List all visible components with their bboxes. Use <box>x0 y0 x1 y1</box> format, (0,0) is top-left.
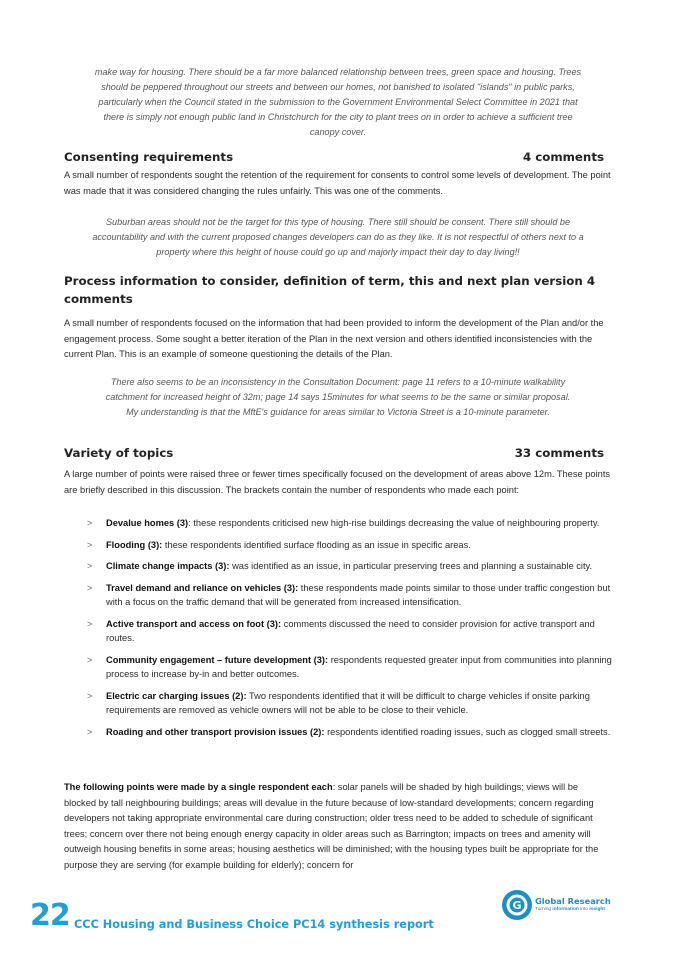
heading-variety-title: Variety of topics <box>64 446 174 460</box>
page-number: 22 <box>30 898 70 933</box>
chevron-right-icon: > <box>87 539 93 550</box>
heading-consenting-count: 4 comments <box>522 150 604 164</box>
quote-suburban: Suburban areas should not be the target for this type of housing. There still should be consent. There still should be accountability and with the current proposed changes developers can do as they like. It is not respectful of others next to a property where this height of house could go up and majorly impact their day to day living!! <box>92 217 584 257</box>
single-respondent-text: : solar panels will be shaded by high buildings; views will be blocked by tall neighbouring buildings; areas will devalue in the future because of low-standard developments; concern regarding developers not taking appropriate environmental care during construction; older tress need to be added to schedule of significant trees; concern over there not being enough energy capacity in older areas such as Barrington; impacts on trees and amenity will outweigh housing benefits in some areas; housing aesthetics will be diminished; with the housing types built be appropriate for the purpose they are serving (for example building for elderly); concern for <box>64 782 599 870</box>
heading-process <box>64 272 612 308</box>
chevron-right-icon: > <box>87 654 93 665</box>
single-respondent-label: The following points were made by a single respondent each <box>64 782 333 792</box>
topics-list <box>64 516 612 746</box>
list-item: > Active transport and access on foot (3): comments discussed the need to consider provision for active transport and routes. <box>87 618 595 643</box>
heading-consenting-title: Consenting requirements <box>64 150 234 164</box>
logo-tagline: Turning information into insight <box>535 907 605 912</box>
logo-text <box>535 896 611 912</box>
heading-variety <box>64 444 604 462</box>
report-title: CCC Housing and Business Choice PC14 synthesis report <box>74 918 434 931</box>
list-item: > Devalue homes (3): these respondents criticised new high-rise buildings decreasing the value of neighbouring property. <box>64 516 612 531</box>
quote-trees: make way for housing. There should be a far more balanced relationship between trees, green space and housing. Trees should be peppered throughout our streets and between our homes, not banished to isolated "islands" in public parks, particularly when the Council stated in the submission to the Government Environmental Select Committee in 2021 that there is simply not enough public land in Christchurch for the city to plant trees on in order to achieve a sufficient tree canopy cover. <box>94 67 582 137</box>
process-body: A small number of respondents focused on the information that had been provided to inform the development of the Plan and/or the engagement process. Some sought a better iteration of the Plan in the next version and others identified inconsistencies with the current Plan. This is an example of someone questioning the details of the Plan. <box>64 318 604 359</box>
list-item: > Climate change impacts (3): was identified as an issue, in particular preserving trees and planning a sustainable city. <box>64 559 612 574</box>
logo-name: Global Research <box>535 896 611 906</box>
list-item: > Community engagement – future development (3): respondents requested greater input from communities into planning process to increase by-in and better outcomes. <box>87 654 612 679</box>
chevron-right-icon: > <box>87 618 93 629</box>
heading-process-title: Process information to consider, definition of term, this and next plan version 4 comments <box>64 274 596 306</box>
heading-variety-count: 33 comments <box>514 446 604 460</box>
variety-body: A large number of points were raised three or fewer times specifically focused on the development of areas above 12m. These points are briefly described in this discussion. The brackets contain the number of respondents who made each point: <box>64 469 611 495</box>
logo-letter: G <box>512 899 522 912</box>
list-item: > Flooding (3): these respondents identified surface flooding as an issue in specific areas. <box>64 538 612 553</box>
single-respondent-paragraph <box>64 780 612 873</box>
list-item: > Electric car charging issues (2): Two respondents identified that it will be difficult to charge vehicles if onsite parking requirements are removed as vehicle owners will not be able to be close to their vehicle. <box>87 690 590 715</box>
chevron-right-icon: > <box>87 582 93 593</box>
chevron-right-icon: > <box>87 518 93 528</box>
list-item: > Travel demand and reliance on vehicles (3): these respondents made points similar to those under traffic congestion but with a focus on the traffic demand that will be generated from increased intensification. <box>87 582 611 607</box>
chevron-right-icon: > <box>87 561 93 571</box>
list-item: > Roading and other transport provision issues (2): respondents identified roading issues, such as clogged small streets. <box>64 725 612 740</box>
quote-inconsistency: There also seems to be an inconsistency in the Consultation Document: page 11 refers to a 10-minute walkability catchment for increased height of 32m; page 14 says 15minutes for what seems to be the same or similar proposal. My understanding is that the MftE's guidance for areas similar to Victoria Street is a 10-minute parameter. <box>105 377 571 417</box>
consenting-body: A small number of respondents sought the retention of the requirement for consents to control some levels of development. The point was made that it was considered changing the rules unfairly. This was one of the comments. <box>64 170 611 196</box>
chevron-right-icon: > <box>87 690 93 701</box>
chevron-right-icon: > <box>87 726 93 737</box>
heading-consenting <box>64 148 604 166</box>
